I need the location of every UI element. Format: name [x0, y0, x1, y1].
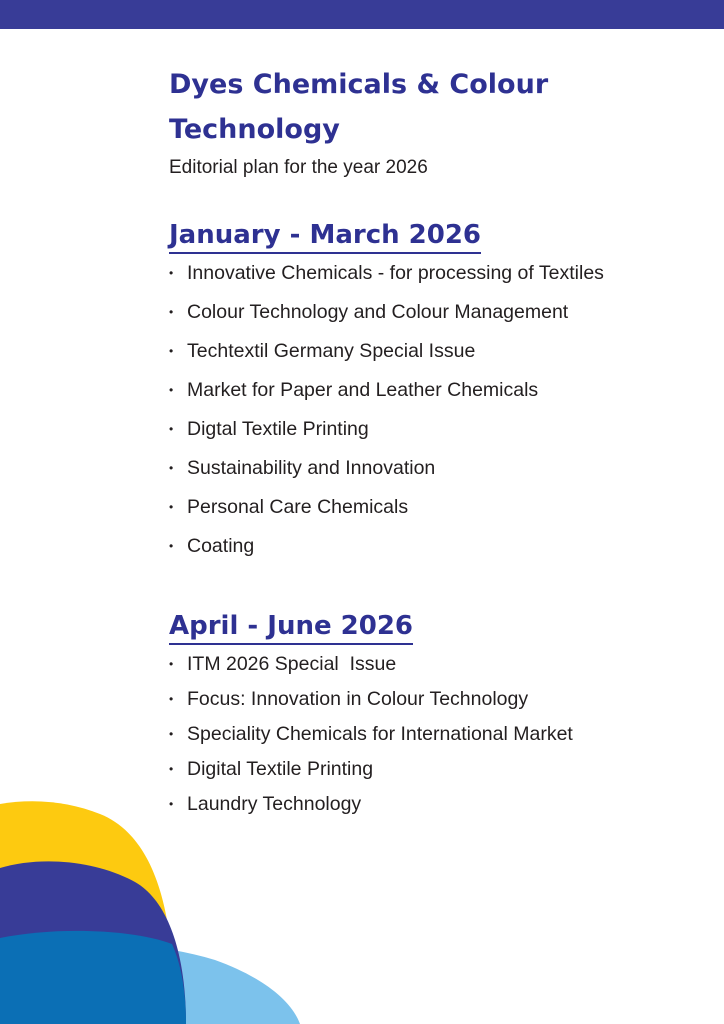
- list-item: [169, 754, 699, 784]
- bullet-icon: •: [169, 762, 174, 776]
- list-item-text: Colour Technology and Colour Management: [187, 301, 569, 323]
- list-item-text: Innovative Chemicals - for processing of Textiles: [187, 262, 604, 284]
- list-item-text: Digital Textile Printing: [187, 758, 374, 780]
- topic-list-q1: [169, 258, 699, 561]
- bullet-icon: •: [169, 657, 174, 671]
- list-item: [169, 258, 699, 288]
- list-item-text: Digtal Textile Printing: [187, 418, 369, 440]
- list-item: [169, 453, 699, 483]
- bullet-icon: •: [169, 422, 174, 436]
- section-april-june: [169, 609, 699, 819]
- list-item-text: Sustainability and Innovation: [187, 457, 436, 479]
- list-item: [169, 649, 699, 679]
- bullet-icon: •: [169, 727, 174, 741]
- list-item-text: Coating: [187, 535, 255, 557]
- section-heading-q1: January - March 2026: [169, 218, 481, 254]
- list-item: [169, 719, 699, 749]
- list-item: [169, 531, 699, 561]
- topic-list-q2: [169, 649, 699, 819]
- list-item: [169, 789, 699, 819]
- section-heading-q2: April - June 2026: [169, 609, 413, 645]
- bullet-icon: •: [169, 692, 174, 706]
- list-item-text: Personal Care Chemicals: [187, 496, 409, 518]
- section-january-march: [169, 218, 699, 561]
- list-item: [169, 492, 699, 522]
- page-title: [169, 62, 699, 152]
- bullet-icon: •: [169, 266, 174, 280]
- page-subtitle: Editorial plan for the year 2026: [169, 157, 428, 178]
- list-item: [169, 336, 699, 366]
- list-item: [169, 297, 699, 327]
- list-item-text: ITM 2026 Special Issue: [187, 653, 397, 675]
- editorial-plan-content: [169, 62, 699, 824]
- list-item: [169, 414, 699, 444]
- list-item-text: Focus: Innovation in Colour Technology: [187, 688, 529, 710]
- bullet-icon: •: [169, 539, 174, 553]
- list-item-text: Laundry Technology: [187, 793, 362, 815]
- blue-blob: [0, 931, 186, 1024]
- list-item-text: Speciality Chemicals for International Market: [187, 723, 573, 745]
- bullet-icon: •: [169, 383, 174, 397]
- title-line-1: Dyes Chemicals & Colour: [169, 69, 549, 100]
- decorative-corner-shapes: [0, 790, 320, 1024]
- bullet-icon: •: [169, 500, 174, 514]
- title-line-2: Technology: [169, 114, 340, 145]
- bullet-icon: •: [169, 305, 174, 319]
- top-banner-bar: [0, 0, 724, 29]
- list-item-text: Market for Paper and Leather Chemicals: [187, 379, 539, 401]
- list-item: [169, 375, 699, 405]
- bullet-icon: •: [169, 344, 174, 358]
- list-item: [169, 684, 699, 714]
- bullet-icon: •: [169, 797, 174, 811]
- bullet-icon: •: [169, 461, 174, 475]
- list-item-text: Techtextil Germany Special Issue: [187, 340, 476, 362]
